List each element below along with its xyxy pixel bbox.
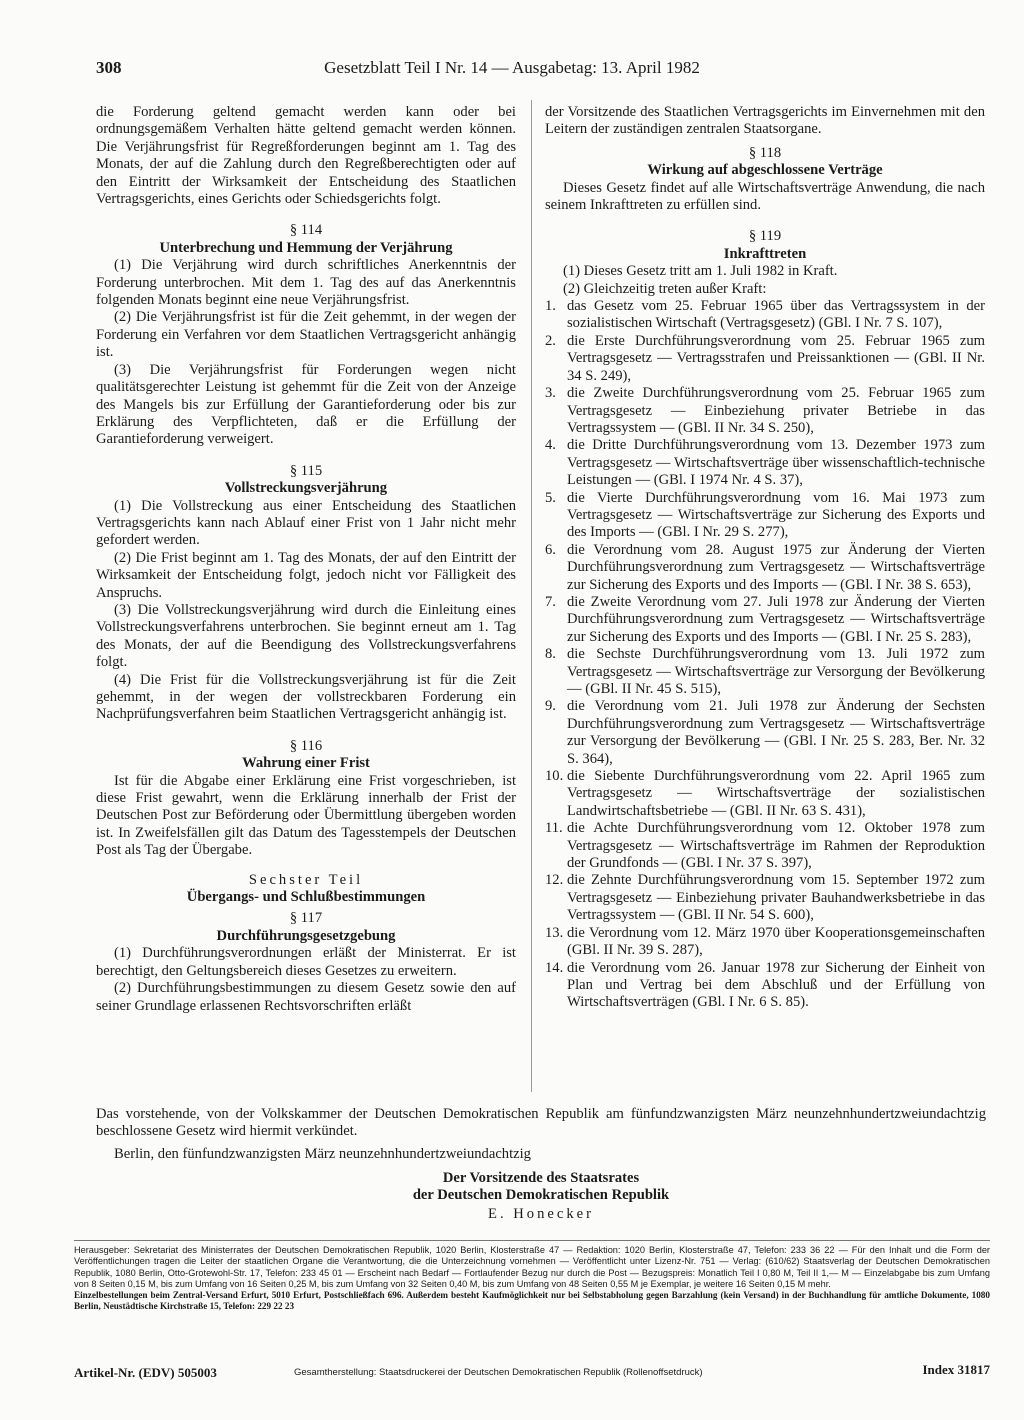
list-number: 10. [545, 768, 564, 785]
signatory-title: Der Vorsitzende des Staatsrates [442, 1170, 640, 1186]
paragraph: (1) Die Vollstreckung aus einer Entscheidung des Staatlichen Vertragsgerichts kann nach Ablauf einer Frist von 1 Jahr nicht mehr gefordert werden. [96, 497, 516, 549]
list-text: die Vierte Durchführungsverordnung vom 16. Mai 1973 zum Vertragsgesetz — Wirtschaftsverträge zur Sicherung des Exports und des Imports — (GBl. I Nr. 29 S. 277), [567, 489, 985, 541]
section-sign-116: § 116 [289, 737, 323, 754]
left-column [96, 104, 516, 1015]
page-number: 308 [96, 58, 122, 77]
list-number: 3. [545, 385, 556, 402]
paragraph: (2) Die Frist beginnt am 1. Tag des Monats, der auf den Eintritt der Wirksamkeit der Entscheidung folgt, jedoch nicht vor Fälligkeit des Anspruchs. [96, 549, 516, 601]
section-title-114: Unterbrechung und Hemmung der Verjährung [159, 239, 453, 256]
list-number: 11. [545, 820, 563, 837]
section-sign-117: § 117 [289, 910, 323, 927]
list-item [545, 646, 985, 698]
section-title-117: Durchführungsgesetzgebung [216, 927, 396, 944]
list-text: die Verordnung vom 21. Juli 1978 zur Änderung der Sechsten Durchführungsverordnung zum Vertragsgesetz — Wirtschaftsverträge zur Versorgung der Bevölkerung — (GBl. I Nr. 25 S. 283, Ber. Nr. 32 S. 364), [567, 698, 985, 767]
promulgation-text: Das vorstehende, von der Volkskammer der Deutschen Demokratischen Republik am fünfundzwanzigsten März neunzehnhundertzweiundachtzig beschlossene Gesetz wird hiermit verkündet. [96, 1106, 986, 1140]
signatory-name: E. Honecker [488, 1206, 594, 1222]
paragraph: (1) Dieses Gesetz tritt am 1. Juli 1982 in Kraft. [563, 263, 838, 280]
list-number: 2. [545, 332, 556, 349]
list-text: die Dritte Durchführungsverordnung vom 13. Dezember 1973 zum Vertragsgesetz — Wirtschaftsverträge über wissenschaftlich-technische Leistungen — (GBl. I 1974 Nr. 4 S. 37), [567, 437, 985, 489]
repealed-list [545, 298, 985, 1012]
list-item [545, 768, 985, 820]
list-number: 8. [545, 646, 556, 663]
page-header [96, 58, 928, 84]
list-text: die Verordnung vom 28. August 1975 zur Änderung der Vierten Durchführungsverordnung zum Vertragsgesetz — Wirtschaftsverträge zur Sicherung des Exports und des Imports — (GBl. I Nr. 38 S. 653), [567, 541, 985, 593]
list-text: das Gesetz vom 25. Februar 1965 über das Vertragssystem in der sozialistischen Wirtschaft (Vertragsgesetz) (GBl. I Nr. 7 S. 107), [567, 298, 985, 332]
part-label: Sechster Teil [248, 871, 364, 888]
list-number: 14. [545, 959, 564, 976]
list-item [545, 698, 985, 768]
list-item [545, 872, 985, 924]
list-item [545, 385, 985, 437]
continuation-text: der Vorsitzende des Staatlichen Vertragsgerichts im Einvernehmen mit den Leitern der zuständigen zentralen Staatsorgane. [545, 104, 985, 138]
list-item [545, 925, 985, 960]
column-divider [531, 100, 532, 1092]
imprint-divider [74, 1240, 990, 1241]
list-item [545, 542, 985, 594]
list-text: die Erste Durchführungsverordnung vom 25. Februar 1965 zum Vertragsgesetz — Vertragsstrafen und Preissanktionen — (GBl. II Nr. 34 S. 249), [567, 332, 985, 384]
right-column [545, 104, 985, 1012]
list-number: 13. [545, 924, 564, 941]
section-title-119: Inkrafttreten [723, 245, 807, 262]
list-number: 12. [545, 872, 564, 889]
section-sign-118: § 118 [748, 144, 782, 161]
list-item [545, 820, 985, 872]
list-item [545, 333, 985, 385]
page-footer [74, 1362, 990, 1386]
place-date: Berlin, den fünfundzwanzigsten März neunzehnhundertzweiundachtzig [114, 1146, 531, 1162]
imprint-orders: Einzelbestellungen beim Zentral-Versand Erfurt, 5010 Erfurt, Postschließfach 696. Außerdem besteht Kaufmöglichkeit nur bei Selbstabholung gegen Barzahlung (kein Versand) in der Buchhandlung für amtliche Dokumente, 1080 Berlin, Neustädtische Kirchstraße 15, Telefon: 229 22 23 [74, 1290, 990, 1312]
imprint [74, 1245, 990, 1313]
list-text: die Siebente Durchführungsverordnung vom 22. April 1965 zum Vertragsgesetz — Wirtschaftsverträge der sozialistischen Landwirtschaftsbetriebe — (GBl. II Nr. 63 S. 431), [567, 768, 985, 819]
list-number: 4. [545, 437, 556, 454]
index-number: Index 31817 [922, 1362, 990, 1377]
signatory-title: der Deutschen Demokratischen Republik [412, 1187, 670, 1203]
list-item [545, 960, 985, 1012]
paragraph: (2) Gleichzeitig treten außer Kraft: [563, 280, 767, 297]
paragraph: (1) Durchführungsverordnungen erläßt der Ministerrat. Er ist berechtigt, den Geltungsbereich dieses Gesetzes zu erweitern. [96, 945, 516, 979]
paragraph: Dieses Gesetz findet auf alle Wirtschaftsverträge Anwendung, die nach seinem Inkrafttreten zu erfüllen sind. [545, 179, 985, 214]
section-sign-114: § 114 [289, 222, 323, 239]
list-text: die Zehnte Durchführungsverordnung vom 15. September 1972 zum Vertragsgesetz — Einbeziehung privater Bauhandwerksbetriebe in das Vertragssystem — (GBl. II Nr. 54 S. 600), [567, 872, 985, 924]
list-item [545, 298, 985, 333]
section-title-118: Wirkung auf abgeschlossene Verträge [647, 162, 883, 179]
section-sign-115: § 115 [289, 462, 323, 479]
list-number: 6. [545, 541, 556, 558]
paragraph: (2) Die Verjährungsfrist ist für die Zeit gehemmt, in der wegen der Forderung ein Verfahren vor dem Staatlichen Vertragsgericht anhängig ist. [96, 309, 516, 361]
paragraph: (3) Die Verjährungsfrist für Forderungen wegen nicht qualitätsgerechter Leistung ist gehemmt für die Zeit von der Anzeige des Mangels bis zur Erfüllung der Garantieforderung oder bis zur Erklärung des Verpflichteten, daß er die Erfüllung der Garantieforderung verweigert. [96, 361, 516, 448]
list-item [545, 437, 985, 489]
list-text: die Zweite Verordnung vom 27. Juli 1978 zur Änderung der Vierten Durchführungsverordnung zum Vertragsgesetz — Wirtschaftsverträge zur Sicherung des Exports und des Imports — (GBl. I Nr. 25 S. 283), [567, 593, 985, 645]
list-item [545, 490, 985, 542]
list-text: die Achte Durchführungsverordnung vom 12. Oktober 1978 zum Vertragsgesetz — Wirtschaftsverträge im Rahmen der Reproduktion der Grundfonds — (GBl. I Nr. 37 S. 397), [567, 820, 985, 872]
list-number: 5. [545, 489, 556, 506]
section-title-115: Vollstreckungsverjährung [224, 480, 388, 497]
list-number: 1. [545, 298, 556, 315]
paragraph: (4) Die Frist für die Vollstreckungsverjährung ist für die Zeit gehemmt, in der wegen der vollstreckbaren Forderung ein Nachprüfungsverfahren beim Staatlichen Vertragsgericht anhängig ist. [96, 671, 516, 723]
part-title: Übergangs- und Schlußbestimmungen [186, 889, 426, 906]
list-text: die Sechste Durchführungsverordnung vom 13. Juli 1972 zum Vertragsgesetz — Wirtschaftsverträge zur Versorgung der Bevölkerung — (GBl. II Nr. 45 S. 515), [567, 646, 985, 697]
paragraph: (1) Die Verjährung wird durch schriftliches Anerkenntnis der Forderung unterbrochen. Mit dem 1. Tag des auf das Anerkenntnis folgenden Monats beginnt eine neue Verjährungsfrist. [96, 257, 516, 309]
imprint-publisher: Herausgeber: Sekretariat des Ministerrates der Deutschen Demokratischen Republik, 1020 Berlin, Klosterstraße 47 — Redaktion: 1020 Berlin, Klosterstraße 47, Telefon: 233 36 22 — Für den Inhalt und die Form der Veröffentlichungen tragen die Leiter der staatlichen Organe die Verantwortung, die die Unterzeichnung vornehmen — Veröffentlicht unter Lizenz-Nr. 751 — Verlag: (610/62) Staatsverlag der Deutschen Demokratischen Republik, 1080 Berlin, Otto-Grotewohl-Str. 17, Telefon: 233 45 01 — Erscheint nach Bedarf — Fortlaufender Bezug nur durch die Post — Bezugspreis: Monatlich Teil I 0,80 M, Teil II 1,— M — Einzelabgabe bis zum Umfang von 8 Seiten 0,15 M, bis zum Umfang von 16 Seiten 0,25 M, bis zum Umfang von 32 Seiten 0,40 M, bis zum Umfang von 48 Seiten 0,55 M je Exemplar, je weitere 16 Seiten 0,15 M mehr. [74, 1245, 990, 1289]
paragraph: (2) Durchführungsbestimmungen zu diesem Gesetz sowie den auf seiner Grundlage erlassenen Rechtsvorschriften erläßt [96, 980, 516, 1014]
continuation-text: die Forderung geltend gemacht werden kann oder bei ordnungsgemäßem Verhalten hätte geltend gemacht werden können. Die Verjährungsfrist für Regreßforderungen beginnt am 1. Tag des Monats, der auf die Zahlung durch den Regreßberechtigten oder auf den Eintritt der Wirksamkeit der Entscheidung des Staatlichen Vertragsgerichts, eines Gerichts oder Schiedsgerichts folgt. [96, 104, 516, 208]
list-text: die Verordnung vom 26. Januar 1978 zur Sicherung der Einheit von Plan und Vertrag bei dem Abschluß und der Erfüllung von Wirtschaftsverträgen (GBl. I Nr. 6 S. 85). [567, 959, 985, 1011]
paragraph: Ist für die Abgabe einer Erklärung eine Frist vorgeschrieben, ist diese Frist gewahrt, wenn die Erklärung innerhalb der Frist der Deutschen Post zur Beförderung oder Übermittlung übergeben worden ist. In Zweifelsfällen gilt das Datum des Tagesstempels der Deutschen Post als Tag der Übergabe. [96, 772, 516, 859]
list-text: die Verordnung vom 12. März 1970 über Kooperationsgemeinschaften (GBl. II Nr. 39 S. 287), [567, 924, 985, 959]
list-number: 7. [545, 593, 556, 610]
printer-note: Gesamtherstellung: Staatsdruckerei der Deutschen Demokratischen Republik (Rollenoffsetdruck) [294, 1367, 703, 1378]
running-title: Gesetzblatt Teil I Nr. 14 — Ausgabetag: 13. April 1982 [324, 58, 700, 77]
list-text: die Zweite Durchführungsverordnung vom 25. Februar 1965 zum Vertragsgesetz — Einbeziehung privater Betriebe in das Vertragssystem — (GBl. II Nr. 34 S. 250), [567, 385, 985, 436]
section-title-116: Wahrung einer Frist [242, 755, 370, 772]
section-sign-119: § 119 [748, 228, 782, 245]
list-item [545, 594, 985, 646]
article-number: Artikel-Nr. (EDV) 505003 [74, 1365, 217, 1380]
paragraph: (3) Die Vollstreckungsverjährung wird durch die Einleitung eines Vollstreckungsverfahrens unterbrochen. Sie beginnt erneut am 1. Tag des Monats, der auf die Beendigung des Vollstreckungsverfahrens folgt. [96, 601, 516, 671]
list-number: 9. [545, 698, 556, 715]
